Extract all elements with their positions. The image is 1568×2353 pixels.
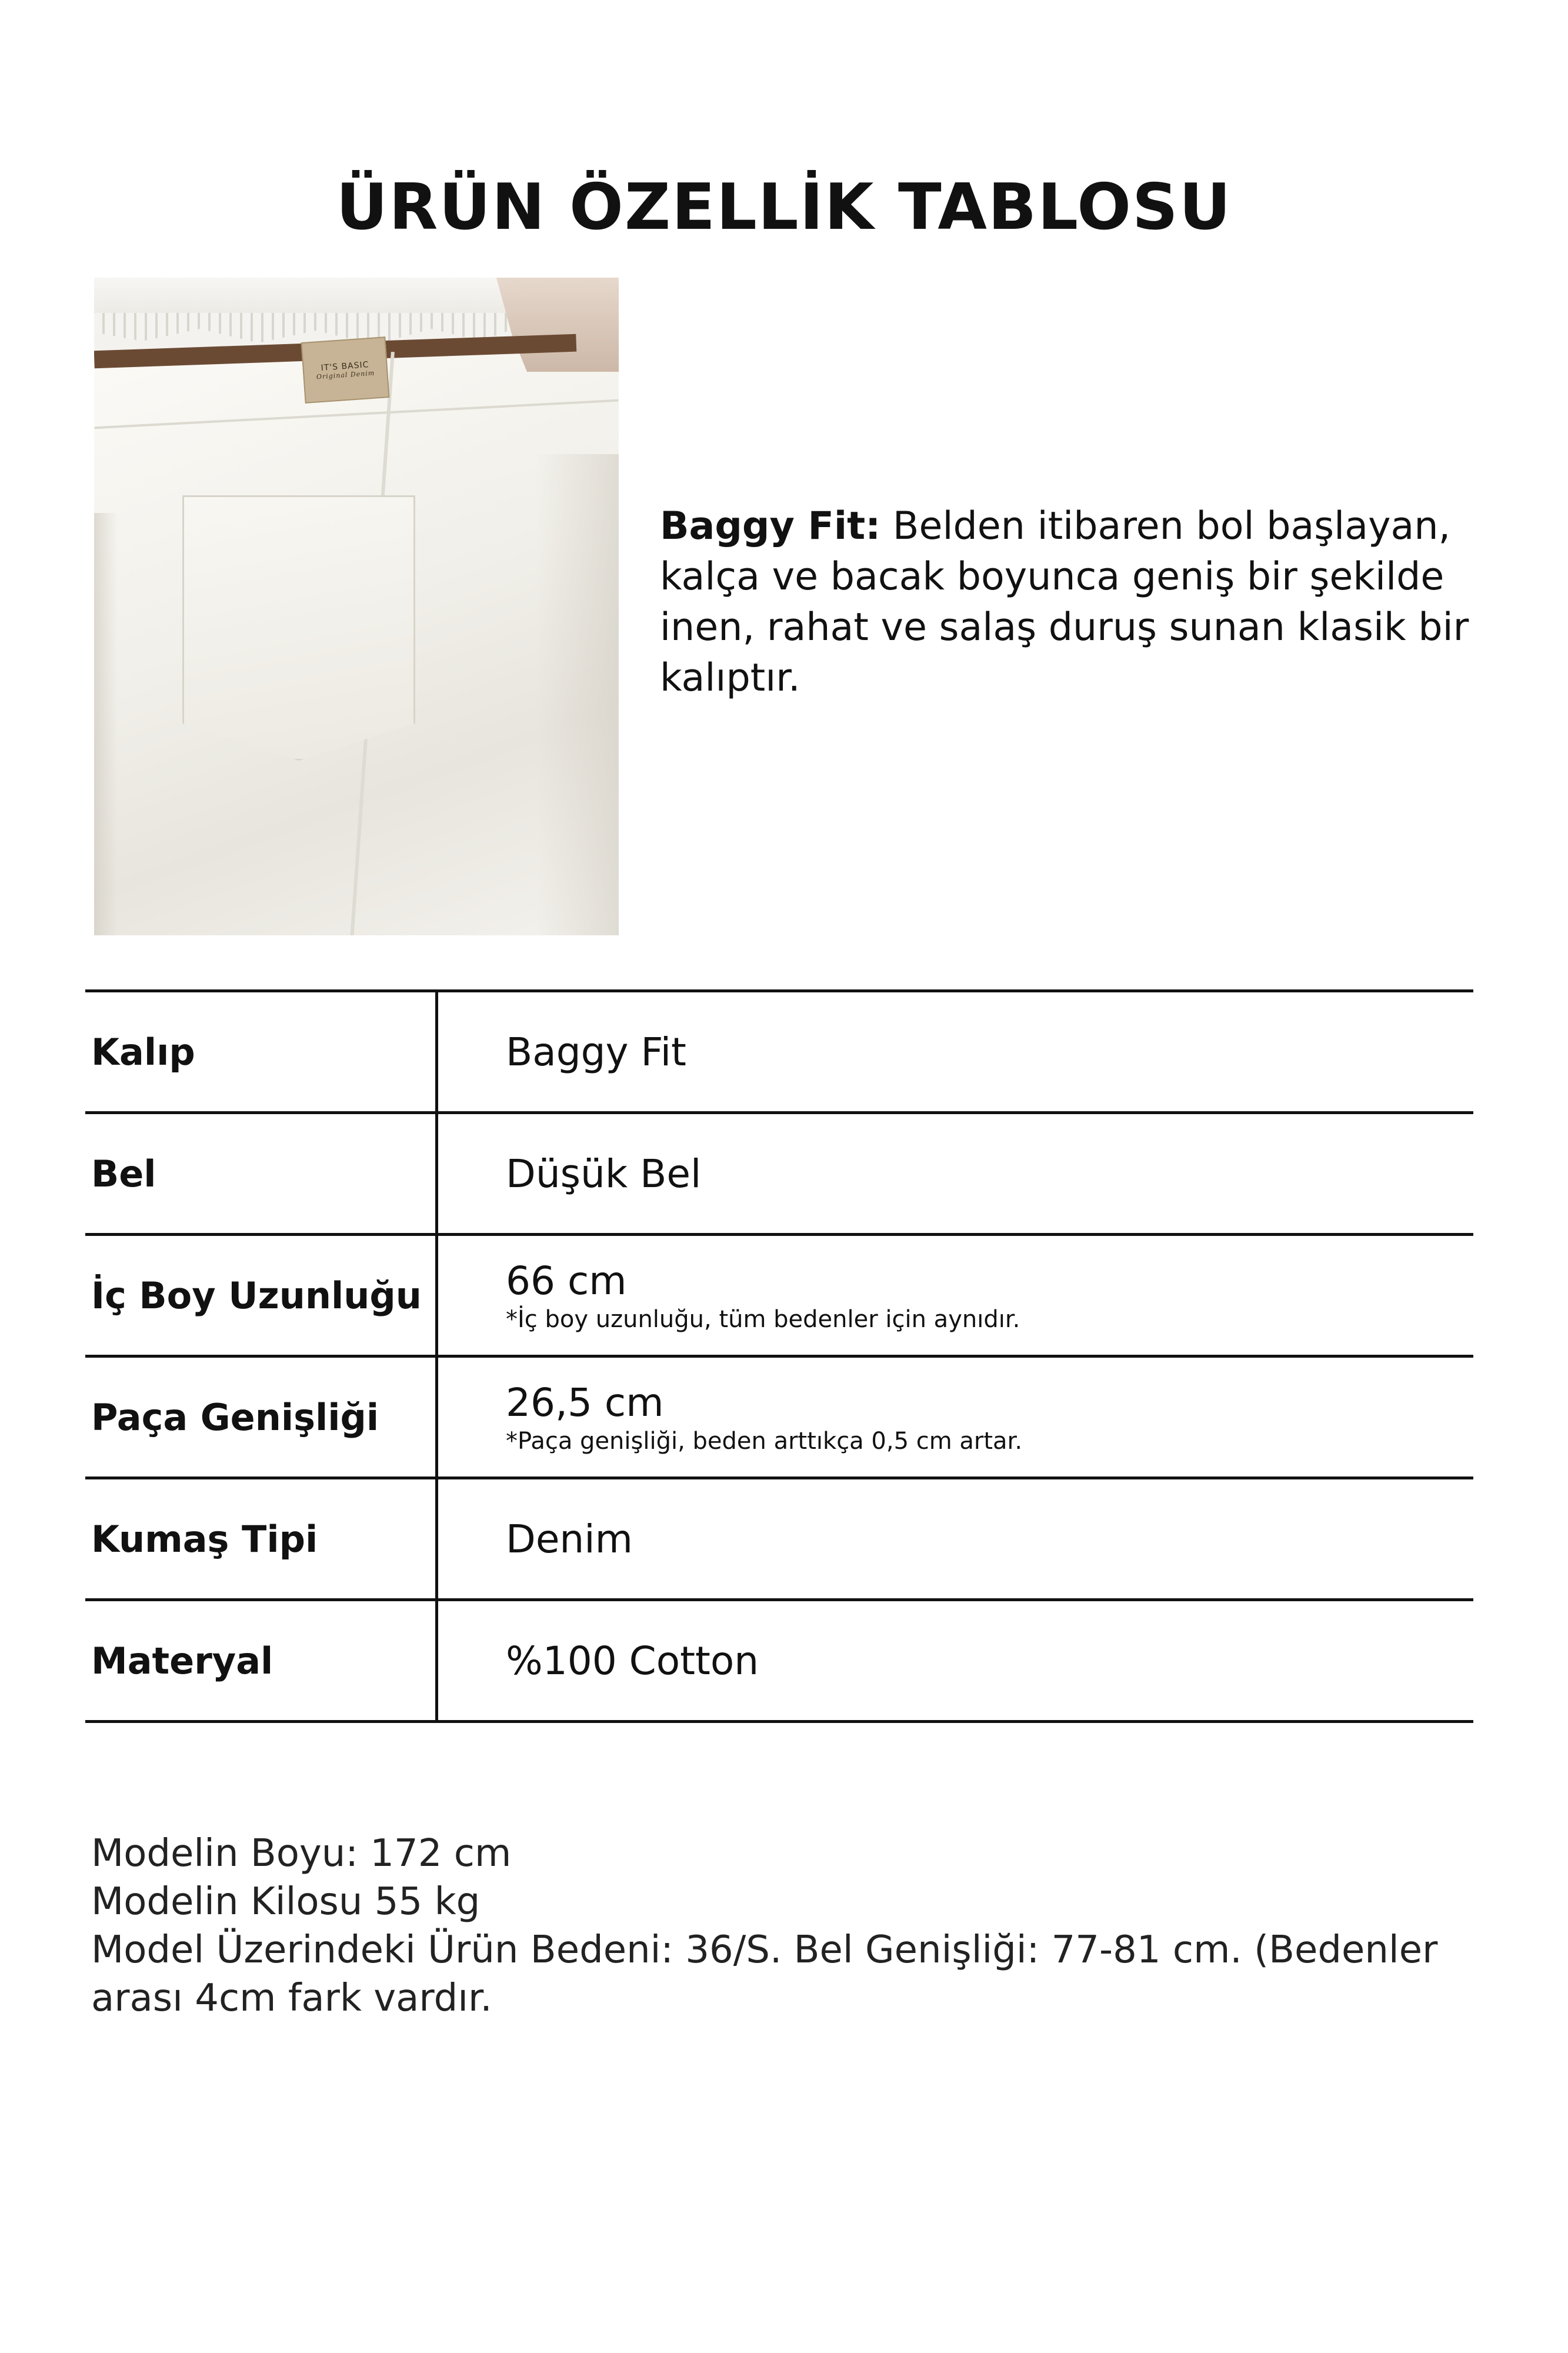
column-divider: [435, 1114, 438, 1233]
spec-label: Bel: [91, 1152, 156, 1195]
column-divider: [435, 1601, 438, 1720]
page-title: ÜRÜN ÖZELLİK TABLOSU: [336, 171, 1232, 244]
back-pocket: [182, 495, 415, 761]
spec-value-cell: [506, 1114, 1447, 1233]
spec-value: 66 cm: [506, 1258, 627, 1304]
spec-label: Kalıp: [91, 1030, 195, 1074]
spec-value-cell: [506, 992, 1447, 1111]
spec-note: *Paça genişliği, beden arttıkça 0,5 cm artar.: [506, 1427, 1023, 1455]
model-height: Modelin Boyu: 172 cm: [91, 1832, 512, 1875]
fit-text: Belden itibaren bol başlayan, kalça ve bacak boyunca geniş bir şekilde inen, rahat ve salaş duruş sunan klasik bir kalıptır.: [660, 504, 1469, 700]
model-weight: Modelin Kilosu 55 kg: [91, 1880, 481, 1924]
spec-row-ic-boy: [85, 1236, 1473, 1358]
spec-table: [85, 989, 1473, 1723]
shadow-left: [94, 513, 118, 935]
fit-term: Baggy Fit:: [660, 504, 881, 548]
brand-label-text: IT'S BASIC: [321, 359, 369, 373]
fit-description: [660, 501, 1495, 704]
brand-label-script: Original Denim: [316, 369, 375, 381]
column-divider: [435, 1358, 438, 1477]
model-size: Model Üzerindeki Ürün Bedeni: 36/S. Bel Genişliği: 77-81 cm. (Bedenler arası 4cm fark vardır.: [91, 1928, 1438, 2020]
column-divider: [435, 1236, 438, 1355]
brand-label: [301, 336, 390, 404]
spec-value: Denim: [506, 1516, 633, 1562]
spec-label: Materyal: [91, 1639, 273, 1682]
column-divider: [435, 992, 438, 1111]
spec-value: Düşük Bel: [506, 1151, 702, 1197]
spec-value-cell: [506, 1236, 1447, 1355]
spec-row-kalip: [85, 992, 1473, 1114]
spec-row-paca: [85, 1358, 1473, 1479]
spec-label: Paça Genişliği: [91, 1395, 379, 1439]
spec-label: Kumaş Tipi: [91, 1517, 318, 1561]
product-photo: [94, 278, 619, 935]
spec-row-kumas: [85, 1479, 1473, 1601]
spec-value-cell: [506, 1358, 1447, 1477]
spec-value: 26,5 cm: [506, 1379, 664, 1425]
column-divider: [435, 1479, 438, 1598]
spec-value-cell: [506, 1601, 1447, 1720]
spec-value: Baggy Fit: [506, 1029, 686, 1075]
spec-note: *İç boy uzunluğu, tüm bedenler için aynıdır.: [506, 1305, 1020, 1333]
spec-label: İç Boy Uzunluğu: [91, 1274, 422, 1317]
spec-value: %100 Cotton: [506, 1638, 759, 1684]
model-info: [91, 1829, 1491, 2022]
shadow-right: [536, 454, 619, 935]
spec-row-bel: [85, 1114, 1473, 1236]
spec-row-materyal: [85, 1601, 1473, 1723]
spec-value-cell: [506, 1479, 1447, 1598]
